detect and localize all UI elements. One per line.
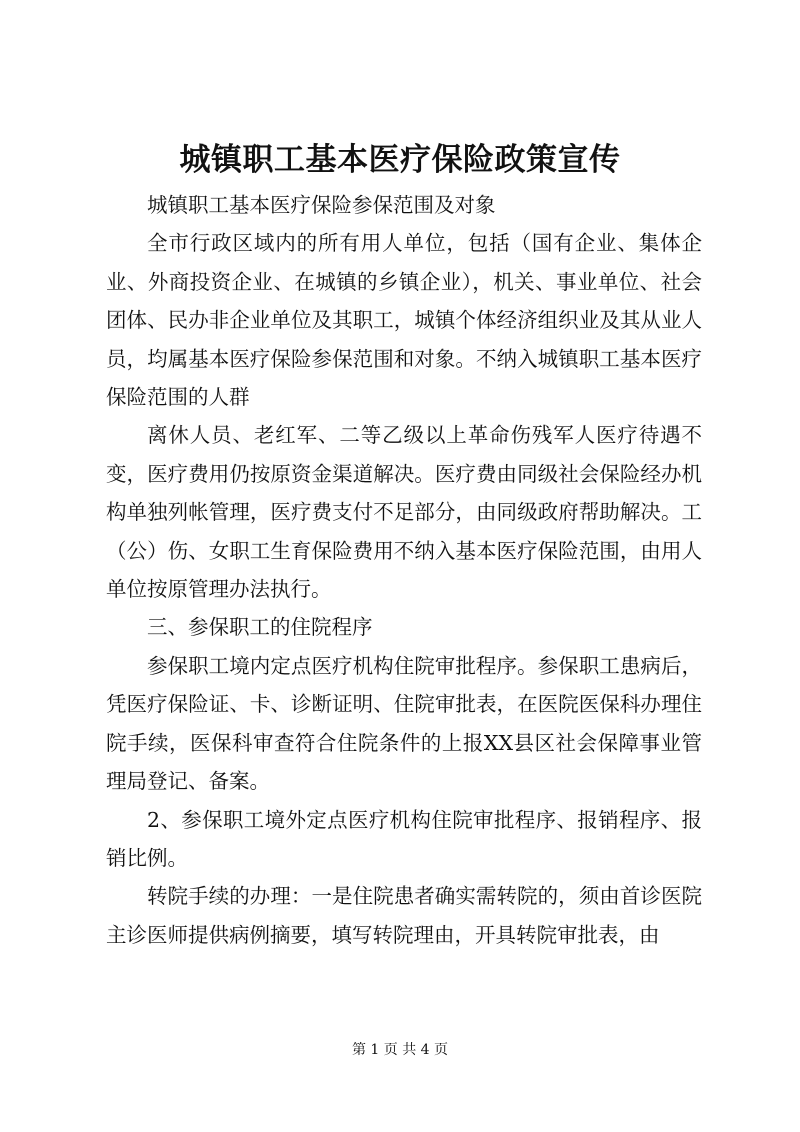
paragraph-transfer-procedure: 转院手续的办理：一是住院患者确实需转院的，须由首诊医院主诊医师提供病例摘要，填写转院理由，开具转院审批表，由: [106, 884, 702, 947]
page-footer: 第 1 页 共 4 页: [351, 1042, 449, 1058]
paragraph-scope-details: 全市行政区域内的所有用人单位，包括（国有企业、集体企业、外商投资企业、在城镇的乡镇企业），机关、事业单位、社会团体、民办非企业单位及其职工，城镇个体经济组织业及其从业人员，均属基本医疗保险参保范围和对象。不纳入城镇职工基本医疗保险范围的人群: [106, 231, 702, 410]
paragraph-external-hospitalization: 2、参保职工境外定点医疗机构住院审批程序、报销程序、报销比例。: [106, 807, 702, 870]
paragraph-domestic-hospitalization: 参保职工境内定点医疗机构住院审批程序。参保职工患病后，凭医疗保险证、卡、诊断证明、住院审批表，在医院医保科办理住院手续，医保科审查符合住院条件的上报XX县区社会保障事业管理局登记、备案。: [106, 653, 702, 794]
paragraph-excluded-groups: 离休人员、老红军、二等乙级以上革命伤残军人医疗待遇不变，医疗费用仍按原资金渠道解决。医疗费由同级社会保险经办机构单独列帐管理，医疗费支付不足部分，由同级政府帮助解决。工（公）伤、女职工生育保险费用不纳入基本医疗保险范围，由用人单位按原管理办法执行。: [106, 423, 702, 602]
document-body: [106, 186, 702, 954]
paragraph-scope-heading: 城镇职工基本医疗保险参保范围及对象: [147, 193, 496, 217]
paragraph-section-three-heading: 三、参保职工的住院程序: [147, 615, 373, 640]
document-title: 城镇职工基本医疗保险政策宣传: [179, 142, 621, 178]
